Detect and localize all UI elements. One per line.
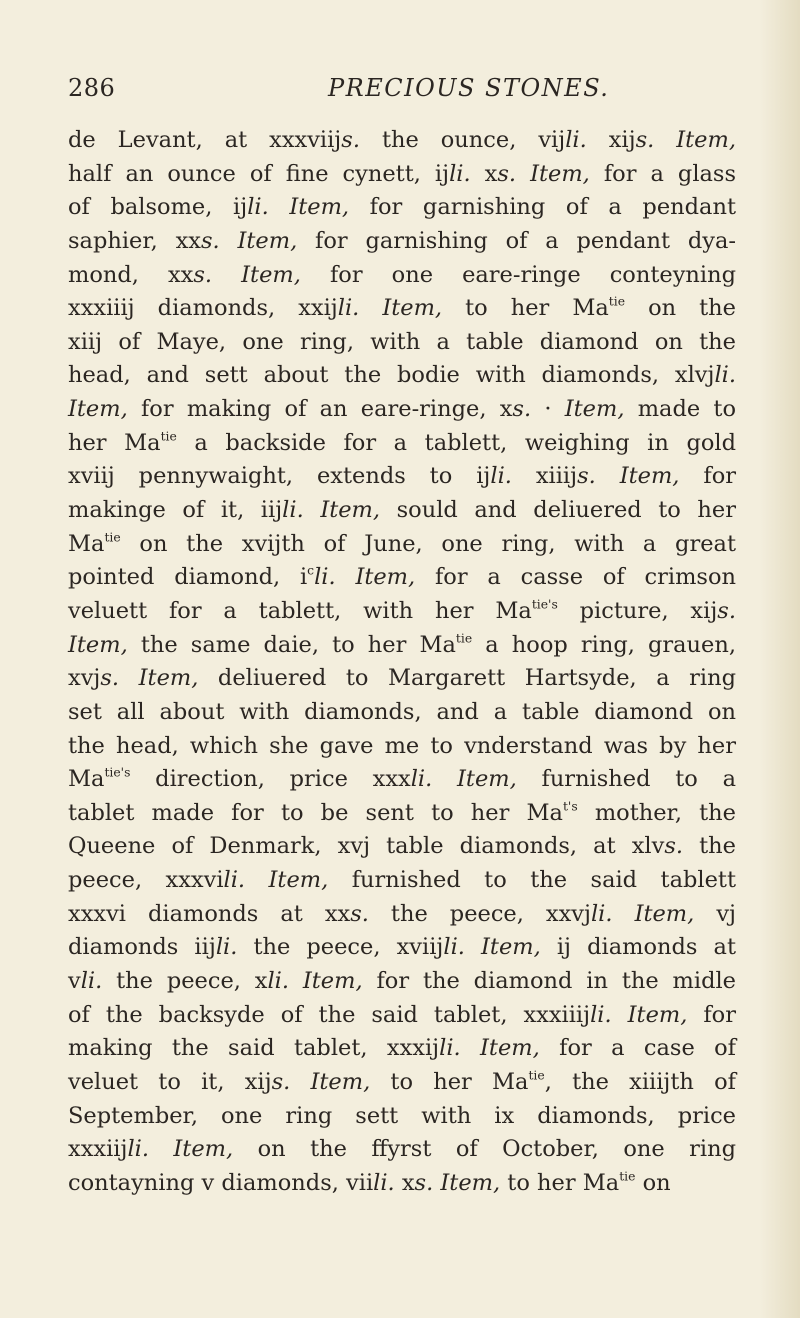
text-line (68, 191, 736, 225)
text-segment: on the ffyrst of October, one ring (233, 1136, 736, 1163)
text-segment (432, 766, 457, 792)
italic-text: Item, (289, 194, 350, 221)
italic-text: Item, (440, 1169, 501, 1196)
text-segment: the peece, xxvj (368, 900, 591, 927)
text-segment (461, 1035, 480, 1061)
text-segment: set all about with diamonds, and a table diamond on (68, 698, 736, 725)
italic-text: Item, (173, 1136, 234, 1163)
italic-text: s. (271, 1068, 291, 1095)
italic-text: li. (127, 1136, 149, 1163)
text-segment: makinge of it, iij (68, 497, 283, 524)
italic-text: s. (664, 833, 684, 860)
text-segment: saphier, xx (68, 227, 201, 254)
italic-text: Item, (634, 900, 695, 927)
text-line (68, 1066, 736, 1100)
text-segment: sould and deliuered to her (380, 497, 736, 524)
text-line (68, 730, 736, 764)
text-segment: the same daie, to her Ma (127, 631, 456, 658)
italic-text: Item, (676, 127, 736, 153)
page-edge-shadow (760, 0, 800, 1318)
superscript-text: t's (562, 799, 578, 814)
text-line (68, 965, 736, 999)
text-segment: veluett for a tablett, with her Ma (68, 597, 532, 624)
text-segment: a hoop ring, grauen, (472, 631, 736, 658)
text-line (68, 1032, 736, 1066)
text-segment: xij (586, 127, 636, 153)
italic-text: li. (337, 295, 360, 322)
body-text (68, 124, 736, 1201)
italic-text: Item, (627, 1001, 688, 1028)
text-segment: September, one ring sett with ix diamonds, price (68, 1102, 736, 1129)
text-segment: head, and sett about the bodie with diamonds, xlvj (68, 362, 715, 389)
text-segment: diamonds iij (68, 934, 216, 961)
text-segment: contayning v diamonds, vii (68, 1169, 374, 1196)
text-line (68, 494, 736, 528)
text-line (68, 595, 736, 629)
text-line (68, 797, 736, 831)
text-segment: for (687, 1001, 736, 1028)
italic-text: Item, (619, 463, 680, 490)
text-line (68, 359, 736, 393)
italic-text: li. (565, 127, 587, 153)
text-segment (119, 665, 139, 691)
superscript-text: tie (619, 1169, 636, 1184)
text-line (68, 225, 736, 259)
text-segment: ij diamonds at (540, 934, 737, 961)
text-segment: vj (694, 900, 737, 927)
text-segment: for a casse of crimson (415, 564, 736, 591)
text-segment (290, 1069, 310, 1095)
text-segment (465, 934, 481, 960)
text-segment: furnished to the said tablett (328, 867, 736, 894)
text-segment: for a case of (539, 1035, 736, 1062)
italic-text: li. (267, 968, 290, 995)
text-segment: picture, xij (557, 597, 718, 624)
italic-text: li. (590, 1001, 612, 1028)
text-segment: the peece, x (102, 968, 268, 995)
text-segment: xiiij (511, 463, 578, 490)
page-header (68, 74, 736, 110)
italic-text: li. (590, 900, 613, 927)
text-segment: for garnishing of a pendant dya- (297, 227, 736, 254)
text-segment: mother, the (577, 799, 736, 826)
italic-text: s. (341, 127, 360, 153)
superscript-text: tie (608, 294, 626, 309)
text-line (68, 528, 736, 562)
italic-text: Item, (564, 396, 625, 423)
text-segment: pointed diamond, i (68, 564, 308, 591)
italic-text: s. (717, 597, 736, 624)
text-segment (612, 1002, 628, 1028)
italic-text: Item, (530, 160, 590, 187)
text-segment: deliuered to Margarett Hartsyde, a ring (198, 665, 736, 692)
text-segment: for a glass (589, 160, 737, 187)
text-segment (149, 1136, 173, 1162)
italic-text: s. (350, 900, 369, 927)
text-segment: v (68, 968, 81, 995)
text-segment: making the said tablet, xxxij (68, 1035, 440, 1062)
text-line (68, 629, 736, 663)
italic-text: s. (497, 160, 517, 187)
text-segment (269, 194, 290, 220)
superscript-text: tie (455, 631, 473, 646)
italic-text: s. (577, 463, 596, 490)
text-line (68, 1133, 736, 1167)
text-segment: the head, which she gave me to vnderstand was by her (68, 732, 736, 759)
text-segment: for garnishing of a pendant (349, 194, 736, 221)
text-segment: to her Ma (500, 1169, 620, 1196)
superscript-text: tie (160, 429, 177, 444)
text-line (68, 1100, 736, 1134)
text-line (68, 259, 736, 293)
text-segment (289, 968, 303, 994)
italic-text: li. (215, 934, 238, 961)
text-segment: on the xvijth of June, one ring, with a great (120, 530, 736, 557)
text-segment: peece, xxxvi (68, 867, 224, 894)
text-segment: for (679, 463, 736, 490)
text-segment: a backside for a tablett, weighing in gold (176, 429, 736, 456)
text-line (68, 898, 736, 932)
italic-text: li. (714, 362, 736, 389)
italic-text: s. (635, 127, 655, 153)
italic-text: Item, (268, 867, 329, 894)
text-segment: xvj (68, 665, 101, 692)
text-line (68, 561, 736, 595)
italic-text: li. (247, 194, 269, 221)
text-segment: tablet made for to be sent to her Ma (68, 799, 563, 826)
text-segment: xviij pennywaight, extends to ij (68, 463, 491, 490)
text-segment (359, 295, 382, 321)
text-segment: xxxvi diamonds at xx (68, 900, 351, 927)
text-line (68, 931, 736, 965)
text-segment: the ounce, vij (359, 127, 566, 153)
text-segment: xiij of Maye, one ring, with a table diamond on the (68, 328, 736, 355)
text-segment (212, 262, 241, 288)
text-segment: Ma (68, 766, 105, 793)
text-line (68, 427, 736, 461)
text-line (68, 830, 736, 864)
superscript-text: tie's (531, 597, 558, 612)
italic-text: Item, (481, 934, 541, 961)
italic-text: Item, (241, 261, 301, 288)
italic-text: li. (410, 766, 433, 793)
italic-text: Item, (302, 968, 363, 995)
italic-text: li. (314, 564, 336, 591)
italic-text: Item, (310, 1068, 371, 1095)
italic-text: Item, (457, 766, 517, 793)
text-segment: made to (624, 396, 736, 423)
italic-text: s. (512, 396, 532, 423)
italic-text: Item, (320, 497, 381, 524)
text-segment: , the xiiijth of (544, 1068, 737, 1095)
text-segment: of the backsyde of the said tablet, xxxiiij (68, 1001, 591, 1028)
text-segment: xxxiiij diamonds, xxij (68, 295, 338, 322)
text-segment: direction, price xxx (130, 766, 411, 793)
text-segment: for one eare-ringe conteyning (300, 261, 736, 288)
italic-text: s. (200, 227, 220, 254)
italic-text: li. (282, 497, 304, 524)
text-line (68, 662, 736, 696)
italic-text: li. (443, 934, 465, 961)
text-line (68, 124, 736, 158)
text-line (68, 158, 736, 192)
text-segment: veluet to it, xij (68, 1068, 272, 1095)
italic-text: Item, (68, 631, 128, 658)
text-segment: mond, xx (68, 261, 194, 288)
italic-text: Item, (382, 295, 443, 322)
text-segment (516, 161, 530, 187)
text-segment: half an ounce of fine cynett, ij (68, 160, 450, 187)
italic-text: s. (100, 665, 120, 692)
italic-text: li. (439, 1035, 461, 1062)
superscript-text: tie's (104, 765, 131, 780)
text-segment: Ma (68, 530, 105, 557)
text-segment: on the (625, 295, 736, 322)
superscript-text: c (307, 564, 315, 579)
text-segment: of balsome, ij (68, 194, 248, 221)
text-segment (220, 228, 238, 254)
text-line (68, 326, 736, 360)
text-line (68, 292, 736, 326)
text-segment (596, 463, 620, 489)
text-segment: on (635, 1169, 671, 1196)
italic-text: Item, (68, 396, 128, 423)
italic-text: s. (414, 1169, 434, 1196)
text-segment: de Levant, at xxxviij (68, 127, 342, 153)
italic-text: Item, (355, 564, 416, 591)
text-line (68, 696, 736, 730)
text-segment: xxxiij (68, 1136, 128, 1163)
italic-text: li. (373, 1169, 395, 1196)
superscript-text: tie (104, 530, 121, 545)
text-segment (654, 127, 676, 153)
text-segment: x (470, 160, 498, 187)
text-segment: for making of an eare-ringe, x (127, 396, 513, 423)
text-line (68, 763, 736, 797)
text-segment: Queene of Denmark, xvj table diamonds, at xlv (68, 833, 665, 860)
italic-text: Item, (237, 227, 298, 254)
text-segment: · (531, 396, 565, 423)
text-segment: to her Ma (442, 295, 609, 322)
text-segment (304, 497, 321, 523)
text-segment: to her Ma (370, 1068, 529, 1095)
page-number: 286 (68, 74, 116, 102)
italic-text: li. (490, 463, 512, 490)
text-line (68, 1167, 736, 1201)
text-segment: her Ma (68, 429, 161, 456)
text-segment: the (683, 833, 736, 860)
italic-text: li. (449, 160, 471, 187)
italic-text: li. (80, 968, 103, 995)
text-segment: for the diamond in the midle (362, 968, 736, 995)
text-segment: x (394, 1169, 415, 1196)
text-line (68, 393, 736, 427)
text-line (68, 460, 736, 494)
italic-text: Item, (138, 665, 199, 692)
italic-text: Item, (480, 1035, 540, 1062)
text-segment (613, 901, 635, 927)
text-line (68, 999, 736, 1033)
italic-text: s. (193, 261, 213, 288)
superscript-text: tie (528, 1068, 545, 1083)
running-title: PRECIOUS STONES. (328, 74, 610, 102)
text-line (68, 864, 736, 898)
text-segment (336, 564, 356, 590)
text-segment: the peece, xviij (237, 934, 444, 961)
text-segment (245, 867, 268, 893)
italic-text: li. (223, 867, 246, 894)
text-segment: furnished to a (516, 766, 737, 793)
